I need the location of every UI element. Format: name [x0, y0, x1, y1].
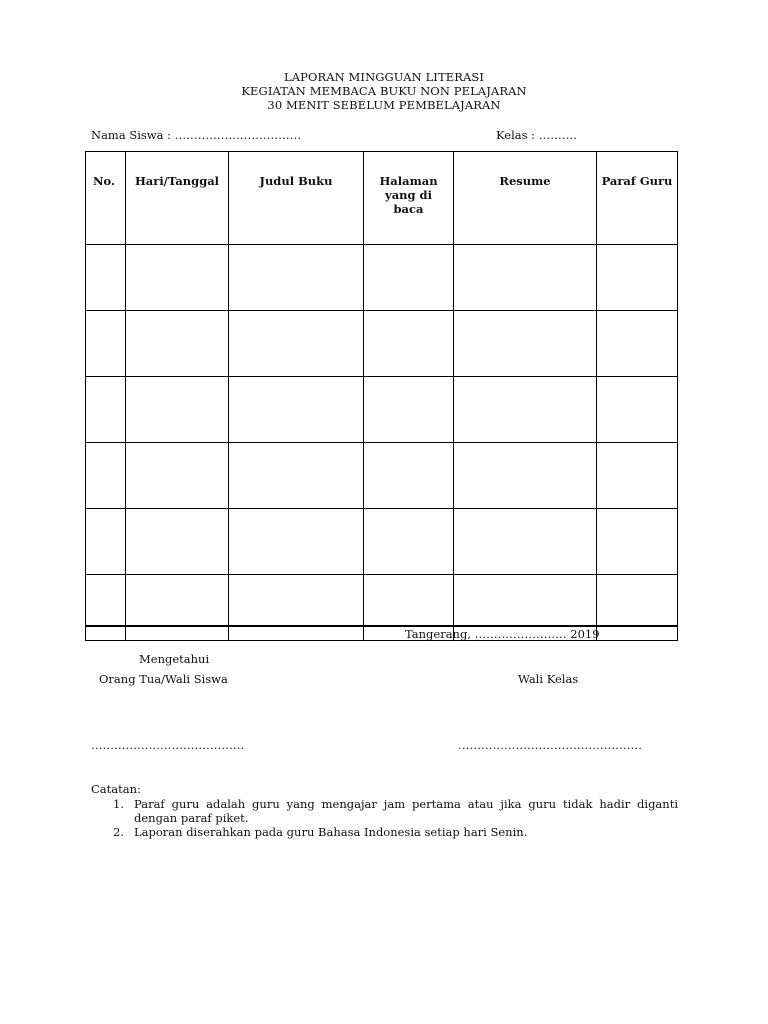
- table-cell[interactable]: [229, 509, 364, 575]
- homeroom-teacher-label: Wali Kelas: [518, 672, 579, 686]
- table-cell[interactable]: [229, 377, 364, 443]
- table-row: [86, 443, 678, 509]
- report-subtitle: KEGIATAN MEMBACA BUKU NON PELAJARAN: [241, 84, 527, 98]
- table-cell[interactable]: [229, 311, 364, 377]
- table-cell[interactable]: [364, 311, 454, 377]
- note-number: 2.: [113, 825, 124, 839]
- column-header-hari-tanggal: Hari/Tanggal: [126, 152, 229, 245]
- mengetahui-label: Mengetahui: [139, 652, 210, 666]
- table-cell[interactable]: [86, 575, 126, 641]
- table-cell[interactable]: [597, 443, 678, 509]
- table-cell[interactable]: [126, 377, 229, 443]
- column-header-no: No.: [86, 152, 126, 245]
- parent-signature-line: ………………………………….: [91, 738, 245, 752]
- note-text: Laporan diserahkan pada guru Bahasa Indonesia setiap hari Senin.: [134, 825, 528, 839]
- parent-signature-label: Orang Tua/Wali Siswa: [99, 672, 228, 686]
- table-cell[interactable]: [597, 245, 678, 311]
- note-text: Paraf guru adalah guru yang mengajar jam pertama atau jika guru tidak hadir diganti dengan paraf piket.: [134, 797, 678, 825]
- table-cell[interactable]: [86, 509, 126, 575]
- column-header-halaman: [364, 152, 454, 245]
- table-cell[interactable]: [126, 575, 229, 641]
- table-cell[interactable]: [364, 377, 454, 443]
- notes-heading: Catatan:: [91, 782, 141, 796]
- nama-siswa-field: Nama Siswa : ……………………………: [91, 128, 302, 142]
- notes-list: [91, 797, 678, 839]
- halaman-header-label: Halaman yang di baca: [379, 174, 438, 216]
- column-header-judul-buku: Judul Buku: [229, 152, 364, 245]
- table-cell[interactable]: [597, 509, 678, 575]
- column-header-paraf-guru: Paraf Guru: [597, 152, 678, 245]
- table-cell[interactable]: [454, 509, 597, 575]
- table-cell[interactable]: [126, 509, 229, 575]
- table-cell[interactable]: [229, 245, 364, 311]
- table-header-row: [86, 152, 678, 245]
- kelas-field: Kelas : ……….: [496, 128, 577, 142]
- report-subtitle-2: 30 MENIT SEBELUM PEMBELAJARAN: [267, 98, 501, 112]
- report-title: LAPORAN MINGGUAN LITERASI: [283, 70, 485, 84]
- table-cell[interactable]: [126, 443, 229, 509]
- table-row: [86, 509, 678, 575]
- place-date: Tangerang, …………………… 2019: [405, 627, 600, 641]
- table-cell[interactable]: [229, 575, 364, 641]
- table-cell[interactable]: [86, 245, 126, 311]
- table-row: [86, 311, 678, 377]
- table-cell[interactable]: [126, 245, 229, 311]
- table-cell[interactable]: [364, 509, 454, 575]
- table-cell[interactable]: [597, 311, 678, 377]
- table-cell[interactable]: [86, 377, 126, 443]
- table-cell[interactable]: [86, 311, 126, 377]
- table-row: [86, 245, 678, 311]
- table-cell[interactable]: [454, 311, 597, 377]
- table-cell[interactable]: [364, 245, 454, 311]
- table-cell[interactable]: [126, 311, 229, 377]
- list-item: [91, 797, 678, 825]
- list-item: [91, 825, 678, 839]
- table-cell[interactable]: [597, 377, 678, 443]
- table-cell[interactable]: [454, 443, 597, 509]
- table-cell[interactable]: [364, 443, 454, 509]
- table-cell[interactable]: [454, 377, 597, 443]
- table-cell[interactable]: [597, 575, 678, 641]
- note-number: 1.: [113, 797, 124, 811]
- teacher-signature-line: …………………………………………: [458, 738, 642, 752]
- table-cell[interactable]: [229, 443, 364, 509]
- table-cell[interactable]: [86, 443, 126, 509]
- table-row: [86, 377, 678, 443]
- column-header-resume: Resume: [454, 152, 597, 245]
- literacy-report-table: [85, 151, 678, 641]
- table-cell[interactable]: [454, 245, 597, 311]
